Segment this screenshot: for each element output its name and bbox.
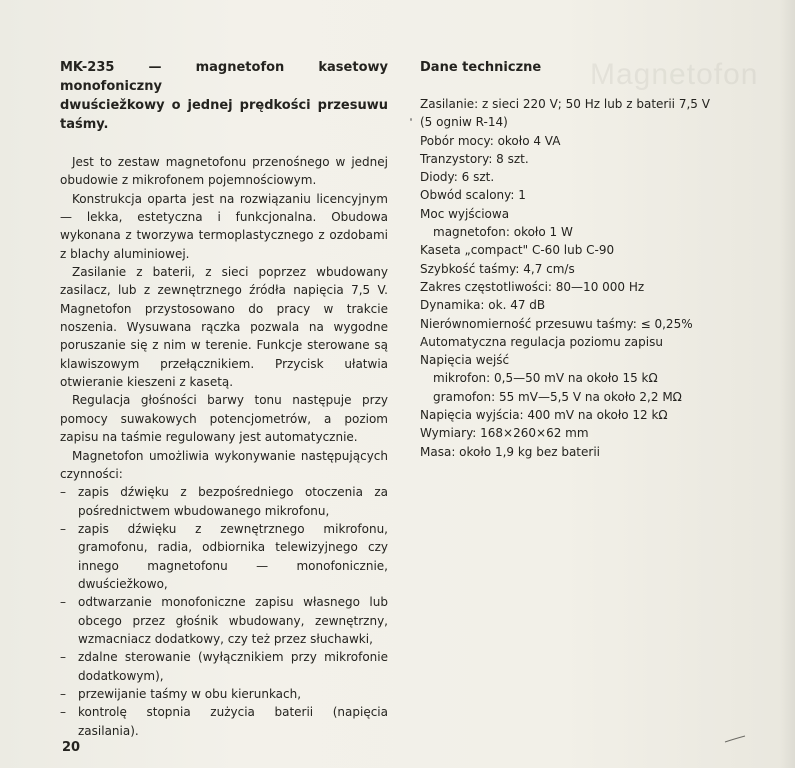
heading-line-2: dwuściežkowy o jednej prędkości przesuwu (60, 98, 388, 113)
right-column (420, 58, 765, 461)
spec-line: Nierównomierność przesuwu taśmy: ≤ 0,25% (420, 316, 693, 331)
list-item: – kontrolę stopnia zużycia baterii (napięcia zasilania). (60, 703, 388, 740)
spec-line: mikrofon: 0,5—50 mV na około 15 kΩ (433, 371, 658, 386)
functions-list (60, 483, 388, 740)
spec-line: Automatyczna regulacja poziomu zapisu (420, 334, 663, 349)
spec-line: Napięcia wejść (420, 353, 510, 368)
spec-line: Napięcia wyjścia: 400 mV na około 12 kΩ (420, 408, 668, 423)
page-number: 20 (62, 740, 81, 755)
spec-line: gramofon: 55 mV—5,5 V na około 2,2 MΩ (433, 389, 682, 404)
spec-line: Obwód scalony: 1 (420, 188, 526, 203)
list-item: – przewijanie taśmy w obu kierunkach, (60, 685, 388, 703)
spec-line: (5 ogniw R-14) (420, 115, 508, 130)
spec-line: Masa: około 1,9 kg bez baterii (420, 444, 600, 459)
paragraph-construction: Konstrukcja oparta jest na rozwiązaniu licencyjnym — lekka, estetyczna i funkcjonalna. Obudowa wykonana z tworzywa termoplastycznego z ozdobami z blachy aluminiowej. (60, 191, 388, 261)
list-item: – odtwarzanie monofoniczne zapisu własnego lub obcego przez głośnik wbudowany, zewnętrzny, wzmacniacz dodatkowy, czy też przez słuchawki, (60, 593, 388, 648)
spec-line: magnetofon: około 1 W (433, 225, 573, 240)
spec-line: Pobór mocy: około 4 VA (420, 133, 561, 148)
spec-line: Tranzystory: 8 szt. (420, 151, 529, 166)
paragraph-regulation: Regulacja głośności barwy tonu następuje przy pomocy suwakowych potencjometrów, a poziom zapisu na taśmie regulowany jest automatycznie. (60, 393, 388, 445)
product-heading (60, 58, 388, 134)
paragraph-intro: Jest to zestaw magnetofonu przenośnego w jednej obudowie z mikrofonem pojemnościowym. (60, 155, 388, 188)
spec-line: Szybkość taśmy: 4,7 cm/s (420, 261, 575, 276)
spec-line: Diody: 6 szt. (420, 170, 495, 185)
show-through-text: Magnetofon (590, 58, 759, 91)
pencil-mark (724, 735, 746, 743)
specs-list (420, 95, 765, 461)
dust-speck (410, 118, 412, 121)
page-edge-shadow (780, 0, 795, 768)
list-item: – zdalne sterowanie (wyłącznikiem przy mikrofonie dodatkowym), (60, 648, 388, 685)
heading-line-3: taśmy. (60, 117, 109, 132)
paragraph-power: Zasilanie z baterii, z sieci poprzez wbudowany zasilacz, lub z zewnętrznego źródła napięcia 7,5 V. Magnetofon przystosowano do pracy w trakcie noszenia. Wysuwana rączka pozwala na wygodne poruszanie się z nim w terenie. Funkcje sterowane są klawiszowym przełącznikiem. Przycisk ułatwia otwieranie kieszeni z kasetą. (60, 265, 388, 390)
spec-line: Zasilanie: z sieci 220 V; 50 Hz lub z baterii 7,5 V (420, 97, 710, 111)
spec-line: Moc wyjściowa (420, 206, 510, 221)
spec-line: Wymiary: 168×260×62 mm (420, 426, 589, 441)
spec-line: Dynamika: ok. 47 dB (420, 298, 546, 313)
paragraph-functions-intro: Magnetofon umożliwia wykonywanie następujących czynności: (60, 448, 388, 481)
spec-line: Zakres częstotliwości: 80—10 000 Hz (420, 279, 645, 294)
list-item: – zapis dźwięku z zewnętrznego mikrofonu, gramofonu, radia, odbiornika telewizyjnego czy innego magnetofonu — monofonicznie, dwuściežkowo, (60, 520, 388, 593)
specs-title: Dane techniczne (420, 60, 542, 75)
spec-line: Kaseta „compact" C-60 lub C-90 (420, 243, 615, 258)
list-item: – zapis dźwięku z bezpośredniego otoczenia za pośrednictwem wbudowanego mikrofonu, (60, 483, 388, 520)
description-body (60, 153, 388, 740)
left-column (60, 58, 388, 740)
heading-line-1: MK-235 — magnetofon kasetowy monofoniczny (60, 60, 388, 94)
